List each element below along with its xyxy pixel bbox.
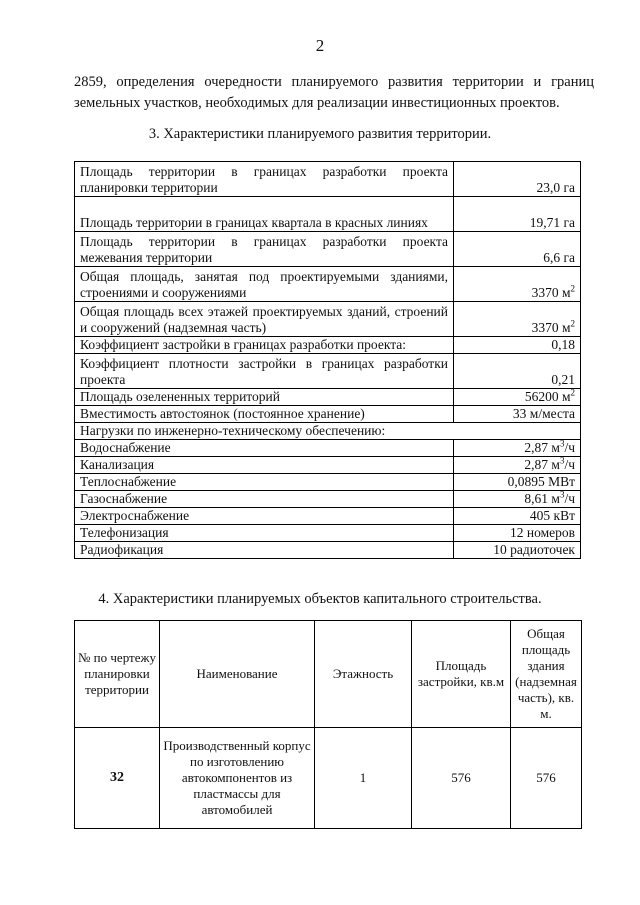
table-row	[75, 474, 581, 491]
row-value: 10 радиоточек	[454, 542, 581, 559]
row-label: Электроснабжение	[75, 508, 454, 525]
table-row	[75, 728, 582, 829]
row-value: 405 кВт	[454, 508, 581, 525]
table-row	[75, 267, 581, 302]
row-label: Площадь территории в границах разработки проекта межевания территории	[75, 232, 454, 267]
row-label: Площадь территории в границах квартала в красных линиях	[75, 197, 454, 232]
row-value: 2,87 $м^3/ч$	[454, 457, 581, 474]
header-cell: № по чертежу планировки территории	[75, 621, 160, 728]
row-value: 19,71 га	[454, 197, 581, 232]
table-header-row	[75, 621, 582, 728]
row-value: 23,0 га	[454, 162, 581, 197]
table-row	[75, 232, 581, 267]
row-value: 3370 $м^2$	[454, 267, 581, 302]
row-label: Вместимость автостоянок (постоянное хранение)	[75, 406, 454, 423]
table-row	[75, 542, 581, 559]
table-row	[75, 162, 581, 197]
table-row	[75, 491, 581, 508]
row-label: Телефонизация	[75, 525, 454, 542]
table-cell: 576	[412, 728, 511, 829]
table-row	[75, 354, 581, 389]
table-row	[75, 406, 581, 423]
row-label: Газоснабжение	[75, 491, 454, 508]
row-value: 33 м/места	[454, 406, 581, 423]
row-label: Канализация	[75, 457, 454, 474]
row-label: Общая площадь всех этажей проектируемых зданий, строений и сооружений (надземная часть)	[75, 302, 454, 337]
row-value: 6,6 га	[454, 232, 581, 267]
table-row	[75, 302, 581, 337]
table-cell: Производственный корпус по изготовлению автокомпонентов из пластмассы для автомобилей	[160, 728, 315, 829]
table-row	[75, 508, 581, 525]
row-value: 8,61 $м^3/ч$	[454, 491, 581, 508]
row-label: Коэффициент застройки в границах разработки проекта:	[75, 337, 454, 354]
table-cell: 32	[75, 728, 160, 829]
section3-heading: 3. Характеристики планируемого развития территории.	[148, 126, 492, 142]
header-cell: Этажность	[315, 621, 412, 728]
row-label: Общая площадь, занятая под проектируемыми зданиями, строениями и сооружениями	[75, 267, 454, 302]
row-value: 0,18	[454, 337, 581, 354]
capital-objects-table	[74, 620, 582, 829]
row-value: 3370 $м^2$	[454, 302, 581, 337]
row-label: Площадь озелененных территорий	[75, 389, 454, 406]
page-number: 2	[315, 36, 325, 55]
table-row	[75, 423, 581, 440]
table-row	[75, 197, 581, 232]
table-row	[75, 525, 581, 542]
loads-heading: Нагрузки по инженерно-техническому обеспечению:	[75, 423, 581, 440]
table-row	[75, 457, 581, 474]
table-row	[75, 389, 581, 406]
header-cell: Наименование	[160, 621, 315, 728]
table-row	[75, 337, 581, 354]
row-value: 0,0895 МВт	[454, 474, 581, 491]
row-value: 56200 $м^2$	[454, 389, 581, 406]
row-value: 2,87 $м^3/ч$	[454, 440, 581, 457]
table-cell: 576	[511, 728, 582, 829]
row-value: 0,21	[454, 354, 581, 389]
row-label: Теплоснабжение	[75, 474, 454, 491]
territory-characteristics-table	[74, 161, 581, 559]
section4-heading: 4. Характеристики планируемых объектов капитального строительства.	[98, 591, 542, 607]
header-cell: Общая площадь здания (надземная часть), кв. м.	[511, 621, 582, 728]
table-row	[75, 440, 581, 457]
intro-paragraph: 2859, определения очередности планируемого развития территории и границ земельных участков, необходимых для реализации инвестиционных проектов.	[74, 74, 594, 111]
header-cell: Площадь застройки, кв.м	[412, 621, 511, 728]
table-cell: 1	[315, 728, 412, 829]
row-label: Коэффициент плотности застройки в границах разработки проекта	[75, 354, 454, 389]
row-label: Площадь территории в границах разработки проекта планировки территории	[75, 162, 454, 197]
row-label: Водоснабжение	[75, 440, 454, 457]
row-label: Радиофикация	[75, 542, 454, 559]
row-value: 12 номеров	[454, 525, 581, 542]
